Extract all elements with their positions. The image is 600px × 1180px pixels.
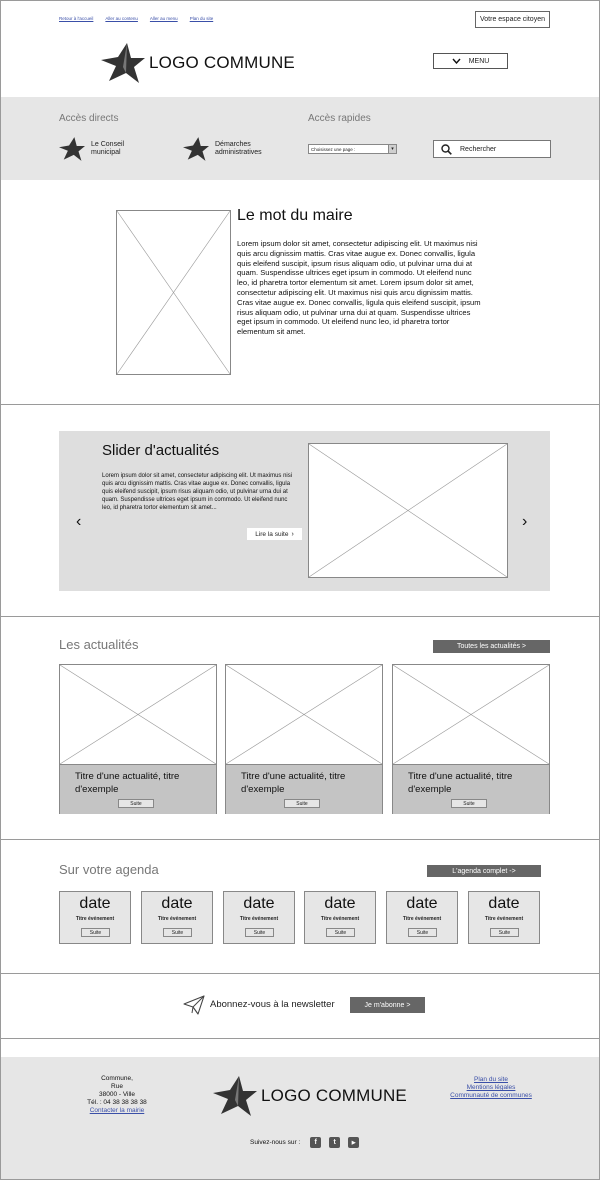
agenda-section-title: Sur votre agenda bbox=[59, 862, 159, 877]
skip-link-sitemap[interactable]: Plan du site bbox=[189, 16, 214, 21]
agenda-item[interactable] bbox=[468, 891, 540, 944]
mayor-text: Lorem ipsum dolor sit amet, consectetur adipiscing elit. Ut maximus nisi quis arcu dignissim mattis. Cras vitae augue ex. Donec convallis, ligula quis eleifend suscipit, ipsum risus aliquam odio, ut pulvinar urna dui at quam. Suspendisse ultrices eget ipsum in commodo. Ut eleifend nunc leo, id pharetra tortor elementum sit amet. Lorem ipsum dolor sit amet, consectetur adipiscing elit. Ut maximus nisi quis arcu dignissim mattis. Cras vitae augue ex. Donec convallis, ligula quis eleifend suscipit, ipsum risus aliquam odio, ut pulvinar urna dui at quam. Suspendisse ultrices eget ipsum in commodo. Ut eleifend nunc leo, id pharetra tortor elementum sit amet. bbox=[237, 239, 481, 337]
follow-label: Suivez-nous sur : bbox=[250, 1139, 301, 1146]
agenda-more-button[interactable]: Suite bbox=[163, 928, 192, 937]
paper-plane-icon bbox=[183, 995, 205, 1015]
agenda-item[interactable] bbox=[141, 891, 213, 944]
agenda-more-button[interactable]: Suite bbox=[490, 928, 519, 937]
social-links bbox=[250, 1137, 359, 1148]
mayor-image-placeholder bbox=[116, 210, 231, 375]
agenda-item[interactable] bbox=[223, 891, 295, 944]
agenda-event-title: Titre événement bbox=[239, 916, 279, 922]
search-icon bbox=[441, 144, 452, 155]
divider bbox=[1, 616, 600, 617]
slider-title: Slider d'actualités bbox=[102, 442, 220, 459]
skip-link-home[interactable]: Retour à l'accueil bbox=[59, 16, 94, 21]
logo-text: LOGO COMMUNE bbox=[261, 1086, 407, 1105]
citizen-space-button[interactable]: Votre espace citoyen bbox=[475, 11, 550, 28]
logo-text: LOGO COMMUNE bbox=[149, 53, 295, 72]
address-line: Commune, bbox=[101, 1075, 133, 1082]
agenda-item[interactable] bbox=[304, 891, 376, 944]
agenda-more-button[interactable]: Suite bbox=[81, 928, 110, 937]
skip-link-content[interactable]: Aller au contenu bbox=[105, 16, 138, 21]
news-card-title: Titre d'une actualité, titre d'exemple bbox=[408, 771, 513, 795]
newsletter-text: Abonnez-vous à la newsletter bbox=[210, 999, 335, 1010]
agenda-event-title: Titre événement bbox=[402, 916, 442, 922]
news-more-button[interactable]: Suite bbox=[118, 799, 154, 808]
news-card-title: Titre d'une actualité, titre d'exemple bbox=[75, 771, 180, 795]
news-card[interactable] bbox=[59, 664, 217, 814]
subscribe-button[interactable]: Je m'abonne > bbox=[350, 997, 425, 1013]
slider-prev-icon[interactable]: ‹ bbox=[76, 513, 82, 530]
chevron-right-icon: › bbox=[291, 530, 294, 538]
divider bbox=[1, 404, 600, 405]
agenda-date: date bbox=[161, 895, 193, 912]
menu-label: MENU bbox=[468, 57, 490, 65]
agenda-more-button[interactable]: Suite bbox=[245, 928, 274, 937]
contact-link[interactable]: Contacter la mairie bbox=[89, 1106, 145, 1114]
logo-star-icon bbox=[213, 1076, 257, 1116]
news-image-placeholder bbox=[226, 665, 382, 765]
address-line: 38000 - Ville bbox=[98, 1090, 136, 1098]
direct-item-label: Démarches administratives bbox=[215, 140, 262, 156]
address-line: Tél. : 04 38 38 38 38 bbox=[87, 1098, 147, 1106]
news-section-title: Les actualités bbox=[59, 637, 139, 652]
footer-address bbox=[81, 1075, 153, 1115]
star-icon bbox=[183, 137, 209, 161]
star-icon bbox=[59, 137, 85, 161]
agenda-more-button[interactable]: Suite bbox=[326, 928, 355, 937]
agenda-item[interactable] bbox=[386, 891, 458, 944]
news-more-button[interactable]: Suite bbox=[284, 799, 320, 808]
agenda-date: date bbox=[243, 895, 275, 912]
youtube-icon[interactable]: ▶ bbox=[348, 1137, 359, 1148]
agenda-event-title: Titre événement bbox=[320, 916, 360, 922]
facebook-icon[interactable]: f bbox=[310, 1137, 321, 1148]
direct-item-procedures[interactable] bbox=[183, 137, 262, 161]
news-more-button[interactable]: Suite bbox=[451, 799, 487, 808]
news-card[interactable] bbox=[392, 664, 550, 814]
menu-button[interactable] bbox=[433, 53, 508, 69]
search-box[interactable] bbox=[433, 140, 551, 158]
page-select-value: Choisissez une page : bbox=[311, 146, 356, 152]
news-image-placeholder bbox=[60, 665, 216, 765]
header-logo[interactable] bbox=[101, 43, 295, 83]
select-arrow-icon: ▾ bbox=[388, 145, 396, 153]
slider-next-icon[interactable]: › bbox=[522, 513, 528, 530]
skip-links bbox=[59, 16, 213, 21]
address-line: Rue bbox=[111, 1082, 123, 1090]
skip-link-menu[interactable]: Aller au menu bbox=[149, 16, 178, 21]
divider bbox=[1, 839, 600, 840]
mayor-title: Le mot du maire bbox=[237, 207, 353, 224]
agenda-item[interactable] bbox=[59, 891, 131, 944]
direct-item-council[interactable] bbox=[59, 137, 124, 161]
twitter-icon[interactable]: t bbox=[329, 1137, 340, 1148]
agenda-more-button[interactable]: Suite bbox=[408, 928, 437, 937]
footer-logo[interactable] bbox=[213, 1076, 407, 1116]
direct-access-title: Accès directs bbox=[59, 113, 119, 124]
read-more-button[interactable] bbox=[247, 528, 302, 540]
divider bbox=[1, 1038, 600, 1039]
divider bbox=[1, 973, 600, 974]
search-label: Rechercher bbox=[460, 145, 497, 153]
slider-text: Lorem ipsum dolor sit amet, consectetur adipiscing elit. Ut maximus nisi quis arcu dignissim mattis. Cras vitae augue ex. Donec convallis, ligula quis eleifend suscipit, ipsum risus aliquam odio, ut pulvinar urna dui at quam. Suspendisse ultrices eget ipsum in commodo. Ut eleifend nunc leo, id pharetra tortor elementum sit amet... bbox=[102, 473, 293, 512]
read-more-label: Lire la suite bbox=[255, 530, 289, 538]
footer-link-legal[interactable]: Mentions légales bbox=[466, 1083, 516, 1091]
slider-image-placeholder bbox=[308, 443, 508, 578]
agenda-event-title: Titre événement bbox=[157, 916, 197, 922]
agenda-date: date bbox=[406, 895, 438, 912]
footer-link-community[interactable]: Communauté de communes bbox=[450, 1091, 532, 1099]
full-agenda-button[interactable]: L'agenda complet -> bbox=[427, 865, 541, 877]
agenda-date: date bbox=[488, 895, 520, 912]
news-image-placeholder bbox=[393, 665, 549, 765]
chevron-down-icon bbox=[452, 58, 461, 64]
agenda-event-title: Titre événement bbox=[484, 916, 524, 922]
rapid-access-title: Accès rapides bbox=[308, 113, 371, 124]
page-select[interactable] bbox=[308, 144, 397, 154]
logo-star-icon bbox=[101, 43, 145, 83]
footer-link-sitemap[interactable]: Plan du site bbox=[474, 1076, 508, 1083]
all-news-button[interactable]: Toutes les actualités > bbox=[433, 640, 550, 653]
direct-item-label: Le Conseil municipal bbox=[91, 140, 125, 156]
news-card[interactable] bbox=[225, 664, 383, 814]
footer-links bbox=[441, 1076, 541, 1100]
agenda-event-title: Titre événement bbox=[75, 916, 115, 922]
agenda-date: date bbox=[79, 895, 111, 912]
agenda-date: date bbox=[324, 895, 356, 912]
news-card-title: Titre d'une actualité, titre d'exemple bbox=[241, 771, 346, 795]
